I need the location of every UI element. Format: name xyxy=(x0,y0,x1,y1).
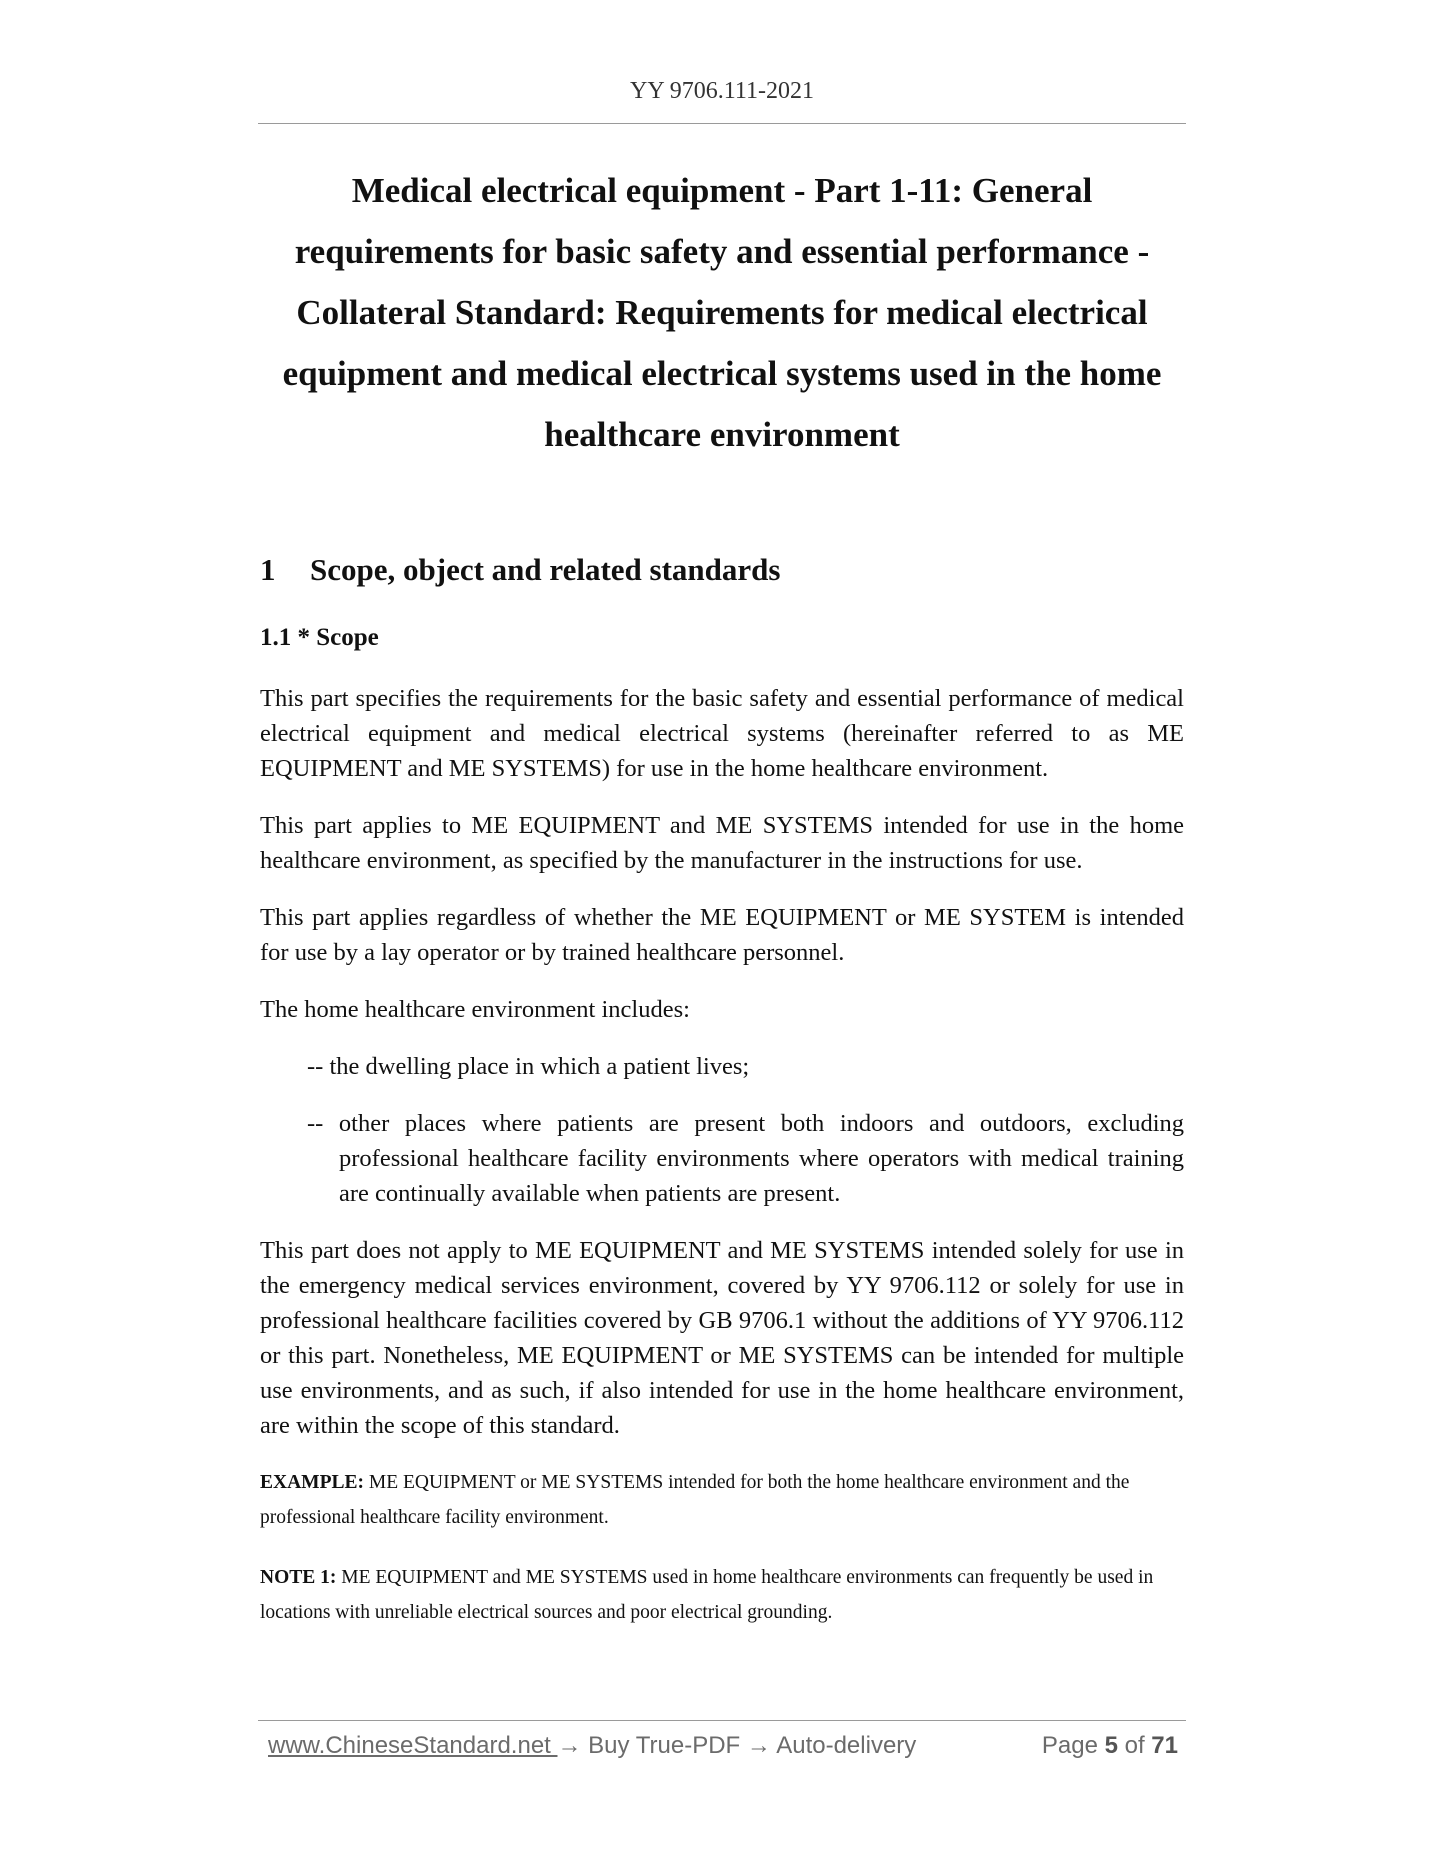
example-block xyxy=(260,1465,1184,1535)
header-rule xyxy=(258,123,1186,124)
page-indicator xyxy=(1042,1732,1178,1760)
section-number: 1 xyxy=(260,552,276,587)
list-item: -- the dwelling place in which a patient lives; xyxy=(307,1053,750,1080)
document-title xyxy=(258,160,1186,465)
document-body xyxy=(260,545,1184,1630)
example-text: ME EQUIPMENT or ME SYSTEMS intended for both the home healthcare environment and the professional healthcare facility environment. xyxy=(260,1472,1130,1528)
footer-rule xyxy=(258,1720,1186,1721)
subsection-heading: 1.1 * Scope xyxy=(260,624,379,651)
page-label: Page xyxy=(1041,1732,1105,1759)
footer-buy-text: Buy True-PDF xyxy=(581,1732,747,1759)
list-item: -- other places where patients are present both indoors and outdoors, excluding professional healthcare facility environments where operators with medical training are continually available when patients are present. xyxy=(307,1110,1184,1207)
paragraph: This part applies to ME EQUIPMENT and ME SYSTEMS intended for use in the home healthcare environment, as specified by the manufacturer in the instructions for use. xyxy=(260,812,1184,874)
title-line: healthcare environment xyxy=(544,415,900,454)
page-current: 5 xyxy=(1104,1732,1118,1759)
paragraph: The home healthcare environment includes: xyxy=(260,996,690,1023)
note-text: ME EQUIPMENT and ME SYSTEMS used in home healthcare environments can frequently be used in locations with unreliable electrical sources and poor electrical grounding. xyxy=(260,1567,1154,1623)
section-title: Scope, object and related standards xyxy=(310,552,781,587)
paragraph: This part specifies the requirements for the basic safety and essential performance of medical electrical equipment and medical electrical systems (hereinafter referred to as ME EQUIPMENT and ME SYSTEMS) for use in the home healthcare environment. xyxy=(260,685,1184,782)
footer-left xyxy=(268,1732,916,1760)
page-total: 71 xyxy=(1151,1732,1178,1759)
title-line: Medical electrical equipment - Part 1-11: General xyxy=(351,171,1093,210)
title-line: equipment and medical electrical systems used in the home xyxy=(282,354,1162,393)
footer xyxy=(268,1732,1178,1768)
website-link[interactable]: www.ChineseStandard.net xyxy=(268,1732,558,1759)
of-label: of xyxy=(1117,1732,1152,1759)
header-doc-number: YY 9706.111-2021 xyxy=(630,78,814,104)
arrow-icon: → xyxy=(746,1732,771,1759)
example-label: EXAMPLE: xyxy=(260,1472,364,1493)
footer-delivery-text: Auto-delivery xyxy=(770,1732,917,1759)
section-heading xyxy=(260,545,1184,595)
note-block xyxy=(260,1560,1184,1630)
title-line: Collateral Standard: Requirements for medical electrical xyxy=(296,293,1148,332)
paragraph: This part applies regardless of whether the ME EQUIPMENT or ME SYSTEM is intended for use by a lay operator or by trained healthcare personnel. xyxy=(260,904,1184,966)
arrow-icon: → xyxy=(557,1732,582,1759)
note-label: NOTE 1: xyxy=(260,1567,337,1588)
paragraph: This part does not apply to ME EQUIPMENT and ME SYSTEMS intended solely for use in the emergency medical services environment, covered by YY 9706.112 or solely for use in professional healthcare facilities covered by GB 9706.1 without the additions of YY 9706.112 or this part. Nonetheless, ME EQUIPMENT or ME SYSTEMS can be intended for multiple use environments, and as such, if also intended for use in the home healthcare environment, are within the scope of this standard. xyxy=(260,1237,1184,1439)
title-line: requirements for basic safety and essential performance - xyxy=(294,232,1150,271)
